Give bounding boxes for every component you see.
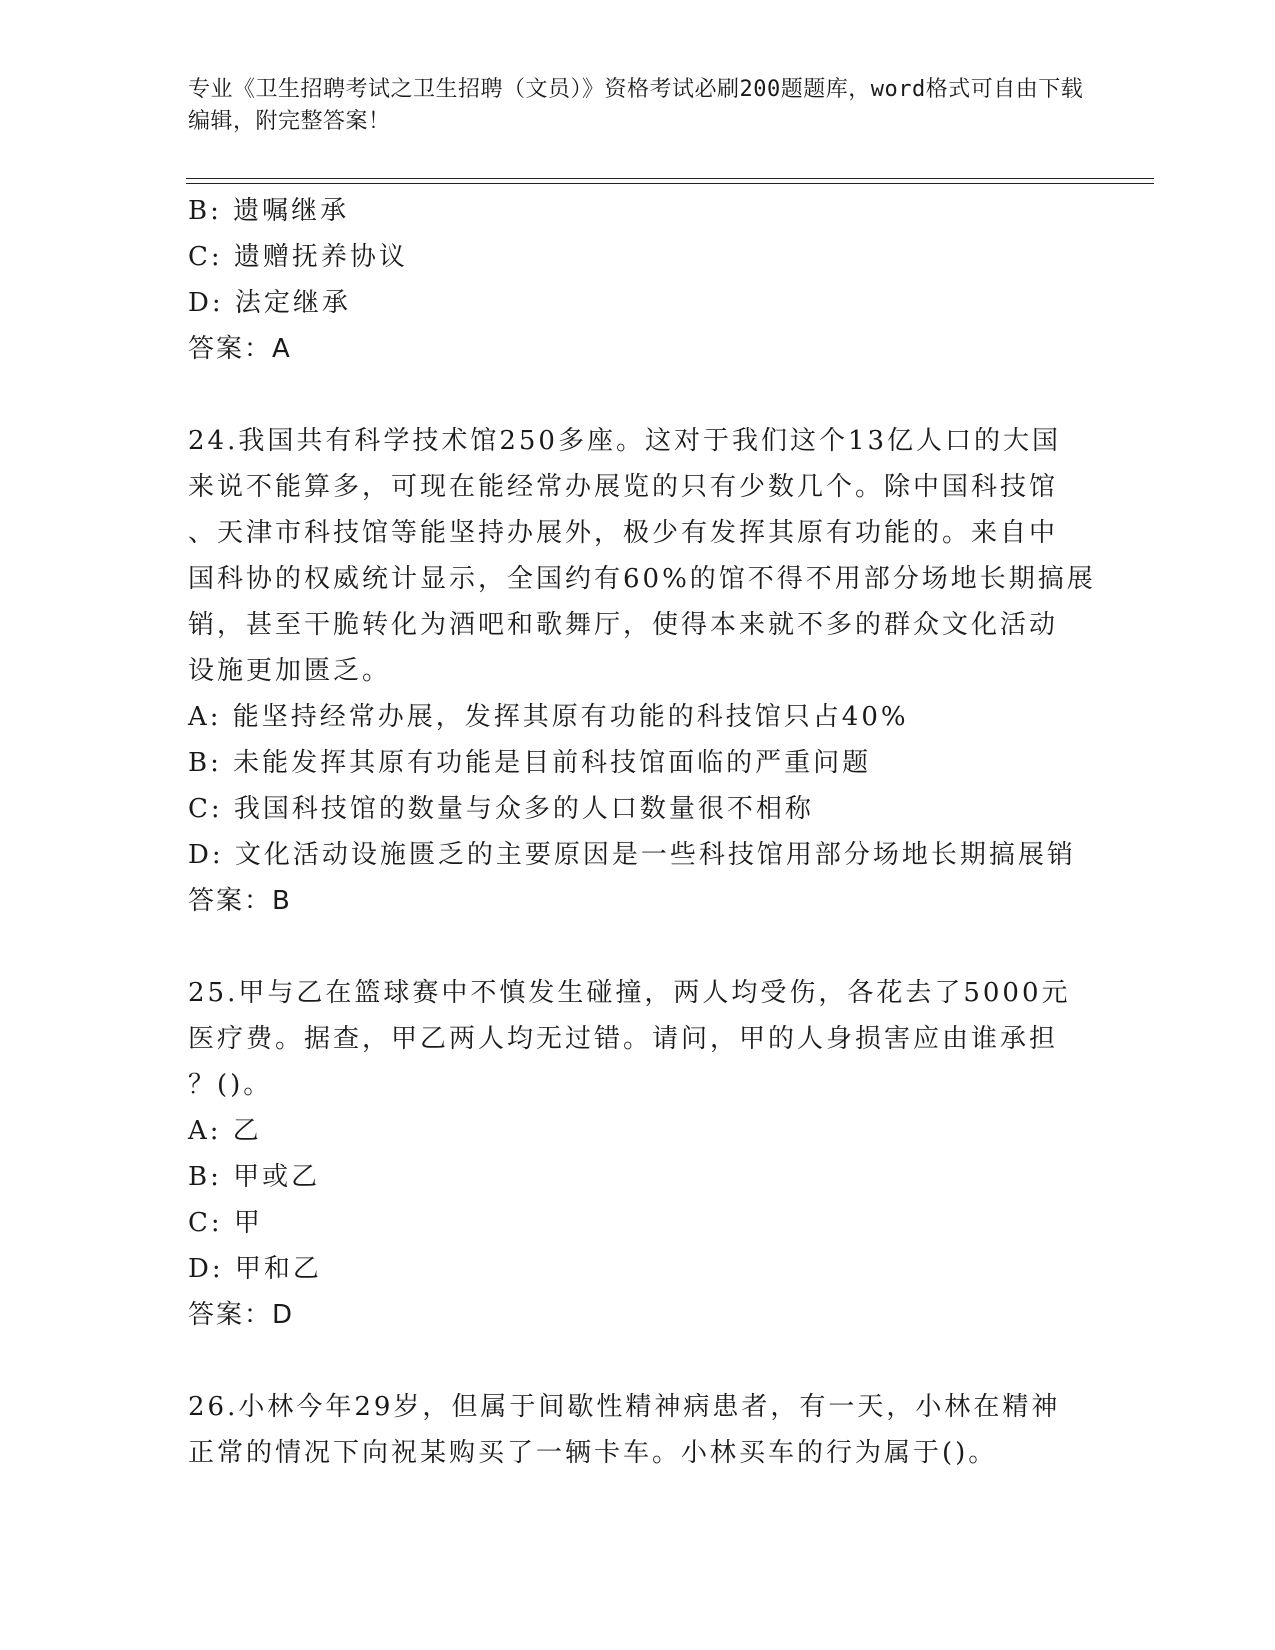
question-text-line: 设施更加匮乏。 [188, 656, 392, 686]
question-text-line: 、天津市科技馆等能坚持办展外，极少有发挥其原有功能的。来自中 [188, 518, 1059, 548]
option-b: B: 未能发挥其原有功能是目前科技馆面临的严重问题 [188, 748, 872, 778]
question-text-line: 销，甚至干脆转化为酒吧和歌舞厅，使得本来就不多的群众文化活动 [188, 610, 1059, 640]
question-text-line: 医疗费。据查，甲乙两人均无过错。请问，甲的人身损害应由谁承担 [188, 1024, 1059, 1054]
option-c: C: 甲 [188, 1208, 263, 1238]
option-c: C: 遗赠抚养协议 [188, 242, 408, 272]
option-c: C: 我国科技馆的数量与众多的人口数量很不相称 [188, 794, 814, 824]
option-a: A: 乙 [188, 1116, 262, 1146]
question-text-line: 国科协的权威统计显示，全国约有60%的馆不得不用部分场地长期搞展 [188, 564, 1096, 594]
header-rule-top [186, 178, 1154, 179]
option-d: D: 文化活动设施匮乏的主要原因是一些科技馆用部分场地长期搞展销 [188, 840, 1076, 870]
question-24 [188, 418, 1096, 924]
question-text-line: ？()。 [188, 1070, 273, 1100]
document-header: 专业《卫生招聘考试之卫生招聘（文员）》资格考试必刷200题题库，word格式可自由下载编辑，附完整答案！ [188, 77, 1084, 134]
answer-line: 答案：B [188, 886, 292, 916]
question-text-line: 25.甲与乙在篮球赛中不慎发生碰撞，两人均受伤，各花去了5000元 [188, 978, 1071, 1008]
question-text-line: 来说不能算多，可现在能经常办展览的只有少数几个。除中国科技馆 [188, 472, 1059, 502]
question-text-line: 正常的情况下向祝某购买了一辆卡车。小林买车的行为属于()。 [188, 1438, 998, 1468]
question-text-line: 26.小林今年29岁，但属于间歇性精神病患者，有一天，小林在精神 [188, 1392, 1061, 1422]
question-25 [188, 970, 1088, 1338]
option-d: D: 法定继承 [188, 288, 351, 318]
document-body [188, 188, 1096, 1476]
answer-line: 答案：A [188, 334, 292, 364]
option-b: B: 遗嘱继承 [188, 196, 350, 226]
question-text-line: 24.我国共有科学技术馆250多座。这对于我们这个13亿人口的大国 [188, 426, 1062, 456]
header-rule-bottom [186, 183, 1154, 184]
option-a: A: 能坚持经常办展，发挥其原有功能的科技馆只占40% [188, 702, 909, 732]
question-26 [188, 1384, 1088, 1476]
option-d: D: 甲和乙 [188, 1254, 322, 1284]
answer-line: 答案：D [188, 1300, 295, 1330]
option-b: B: 甲或乙 [188, 1162, 321, 1192]
question-23 [188, 188, 1088, 372]
